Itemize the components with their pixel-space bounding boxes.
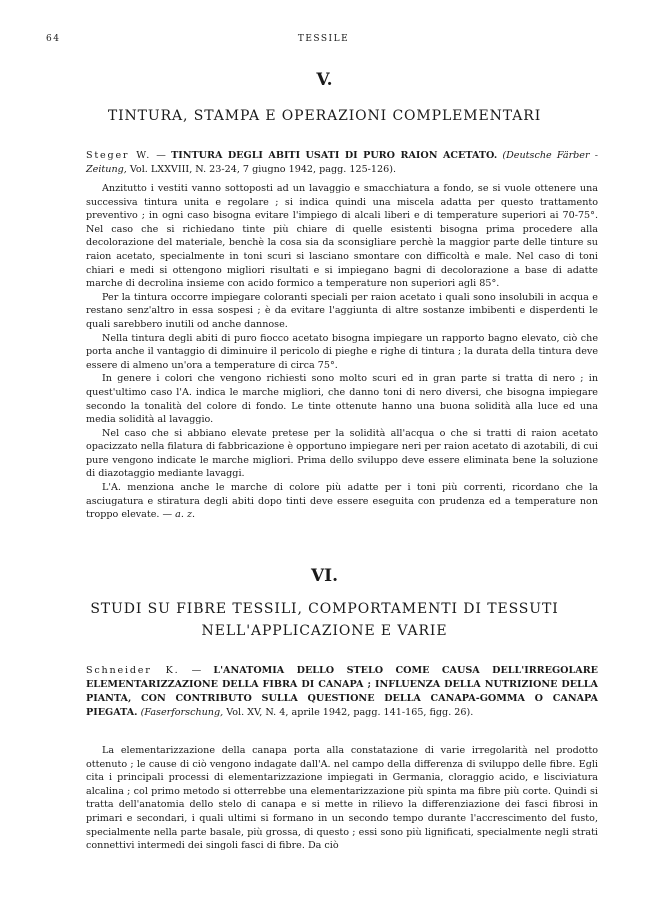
page-number: 64 <box>46 34 61 44</box>
section-v-number: V. <box>316 70 333 90</box>
section-v-title: TINTURA, STAMPA E OPERAZIONI COMPLEMENTARI <box>107 108 542 124</box>
section-vi-number: VI. <box>310 566 339 586</box>
article1-body <box>86 182 598 522</box>
section-vi-title-line-2: NELL'APPLICAZIONE E VARIE <box>201 623 448 639</box>
article1-paragraph-2: Per la tintura occorre impiegare coloranti speciali per raion acetato i quali sono insolubili in acqua e restano senz'altro in essa sospesi ; è da evitare l'aggiunta di altre sostanze imbibenti e disperdenti le quali sarebbero inutili od anche dannose. <box>86 291 598 330</box>
article1-paragraph-3: Nella tintura degli abiti di puro fiocco acetato bisogna impiegare un rapporto bagno elevato, ciò che porta anche il vantaggio di diminuire il pericolo di pieghe e righe di tintura ; la durata della tintura deve essere di almeno un'ora a temperature di circa 75°. <box>86 332 598 371</box>
article2-paragraph-1: La elementarizzazione della canapa porta alla constatazione di varie irregolarità nel prodotto ottenuto ; le cause di ciò vengono indagate dall'A. nel campo della differenza di sviluppo delle fibre. Egli cita i principali processi di elementarizzazione impiegati in Germania, cloraggio acido, e lisciviatura alcalina ; col primo metodo si otterrebbe una elementarizzazione più spinta ma fibre più corte. Quindi si tratta dell'anatomia dello stelo di canapa e si mette in rilievo la differenziazione dei fasci fibrosi in primari e secondari, i quali ultimi si formano in un secondo tempo durante l'accrescimento del fusto, specialmente nella parte basale, più grossa, di questo ; essi sono più lignificati, specialmente negli strati connettivi intermedi dei singoli fasci di fibre. Da ciò <box>86 745 598 852</box>
article1-paragraph-5: Nel caso che si abbiano elevate pretese per la solidità all'acqua o che si tratti di raion acetato opacizzato nella filatura di fabbricazione è opportuno impiegare neri per raion acetato di azotabili, di cui pure vengono indicate le marche migliori. Prima dello sviluppo deve essere eliminata bene la soluzione di diazotaggio mediante lavaggi. <box>86 427 598 480</box>
article1-author: Steger W. <box>86 150 152 161</box>
article1-heading <box>86 149 598 177</box>
article2-dash: — <box>179 665 214 676</box>
article1-source: (Deutsche Färber - Zeitung, <box>86 150 598 175</box>
article1-signature: a. z. <box>172 509 196 521</box>
article1-source-details: Vol. LXXVIII, N. 23-24, 7 giugno 1942, pagg. 125-126). <box>126 164 397 175</box>
article2-body <box>86 744 598 853</box>
article2-heading <box>86 664 598 720</box>
article1-dash: — <box>151 150 172 161</box>
article2-title: L'ANATOMIA DELLO STELO COME CAUSA DELL'IRREGOLARE ELEMENTARIZZAZIONE DELLA FIBRA DI CANAPA ; INFLUENZA DELLA NUTRIZIONE DELLA PIANTA, CON CONTRIBUTO SULLA QUESTIONE DELLA CANAPA-GOMMA O CANAPA PIEGATA. <box>86 665 598 718</box>
article1-paragraph-6 <box>86 481 598 522</box>
article1-title: TINTURA DEGLI ABITI USATI DI PURO RAION ACETATO. <box>171 150 498 161</box>
article2-source: (Faserforschung, <box>137 707 224 718</box>
article1-paragraph-6-text: L'A. menziona anche le marche di colore più adatte per i toni più correnti, ricordano che la asciugatura e stiratura degli abiti dopo tinti deve essere eseguita con prudenza ed a temperature non troppo elevate. — <box>86 482 598 521</box>
article2-author: Schneider K. <box>86 665 180 676</box>
article2-source-details: Vol. XV, N. 4, aprile 1942, pagg. 141-165, figg. 26). <box>223 707 474 718</box>
section-vi-title <box>60 598 589 642</box>
section-vi-title-line-1: STUDI SU FIBRE TESSILI, COMPORTAMENTI DI TESSUTI <box>90 601 559 617</box>
running-title: TESSILE <box>297 34 350 44</box>
article1-paragraph-1: Anzitutto i vestiti vanno sottoposti ad un lavaggio e smacchiatura a fondo, se si vuole ottenere una successiva tintura unita e regolare ; si indica quindi una miscela adatta per questo trattamento preventivo ; in ogni caso bisogna evitare l'impiego di alcali liberi e di temperature superiori ai 70-75°. Nel caso che si richiedano tinte più chiare di quelle esistenti bisogna prima procedere alla decolorazione del materiale, benchè la cosa sia da sconsigliare perchè la maggior parte delle tinture su raion acetato, specialmente in toni scuri si lasciano smontare con difficoltà e male. Nel caso di toni chiari e medi si ottengono migliori risultati e si impiegano bagni di decolorazione a base di adatte marche di decrolina insieme con acido formico a temperature non superiori agli 85°. <box>86 183 598 290</box>
article1-paragraph-4: In genere i colori che vengono richiesti sono molto scuri ed in gran parte si tratta di nero ; in quest'ultimo caso l'A. indica le marche migliori, che danno toni di nero diversi, che bisogna impiegare secondo la tonalità del colore di fondo. Le tinte ottenute hanno una buona solidità alla luce ed una media solidità al lavaggio. <box>86 373 598 426</box>
